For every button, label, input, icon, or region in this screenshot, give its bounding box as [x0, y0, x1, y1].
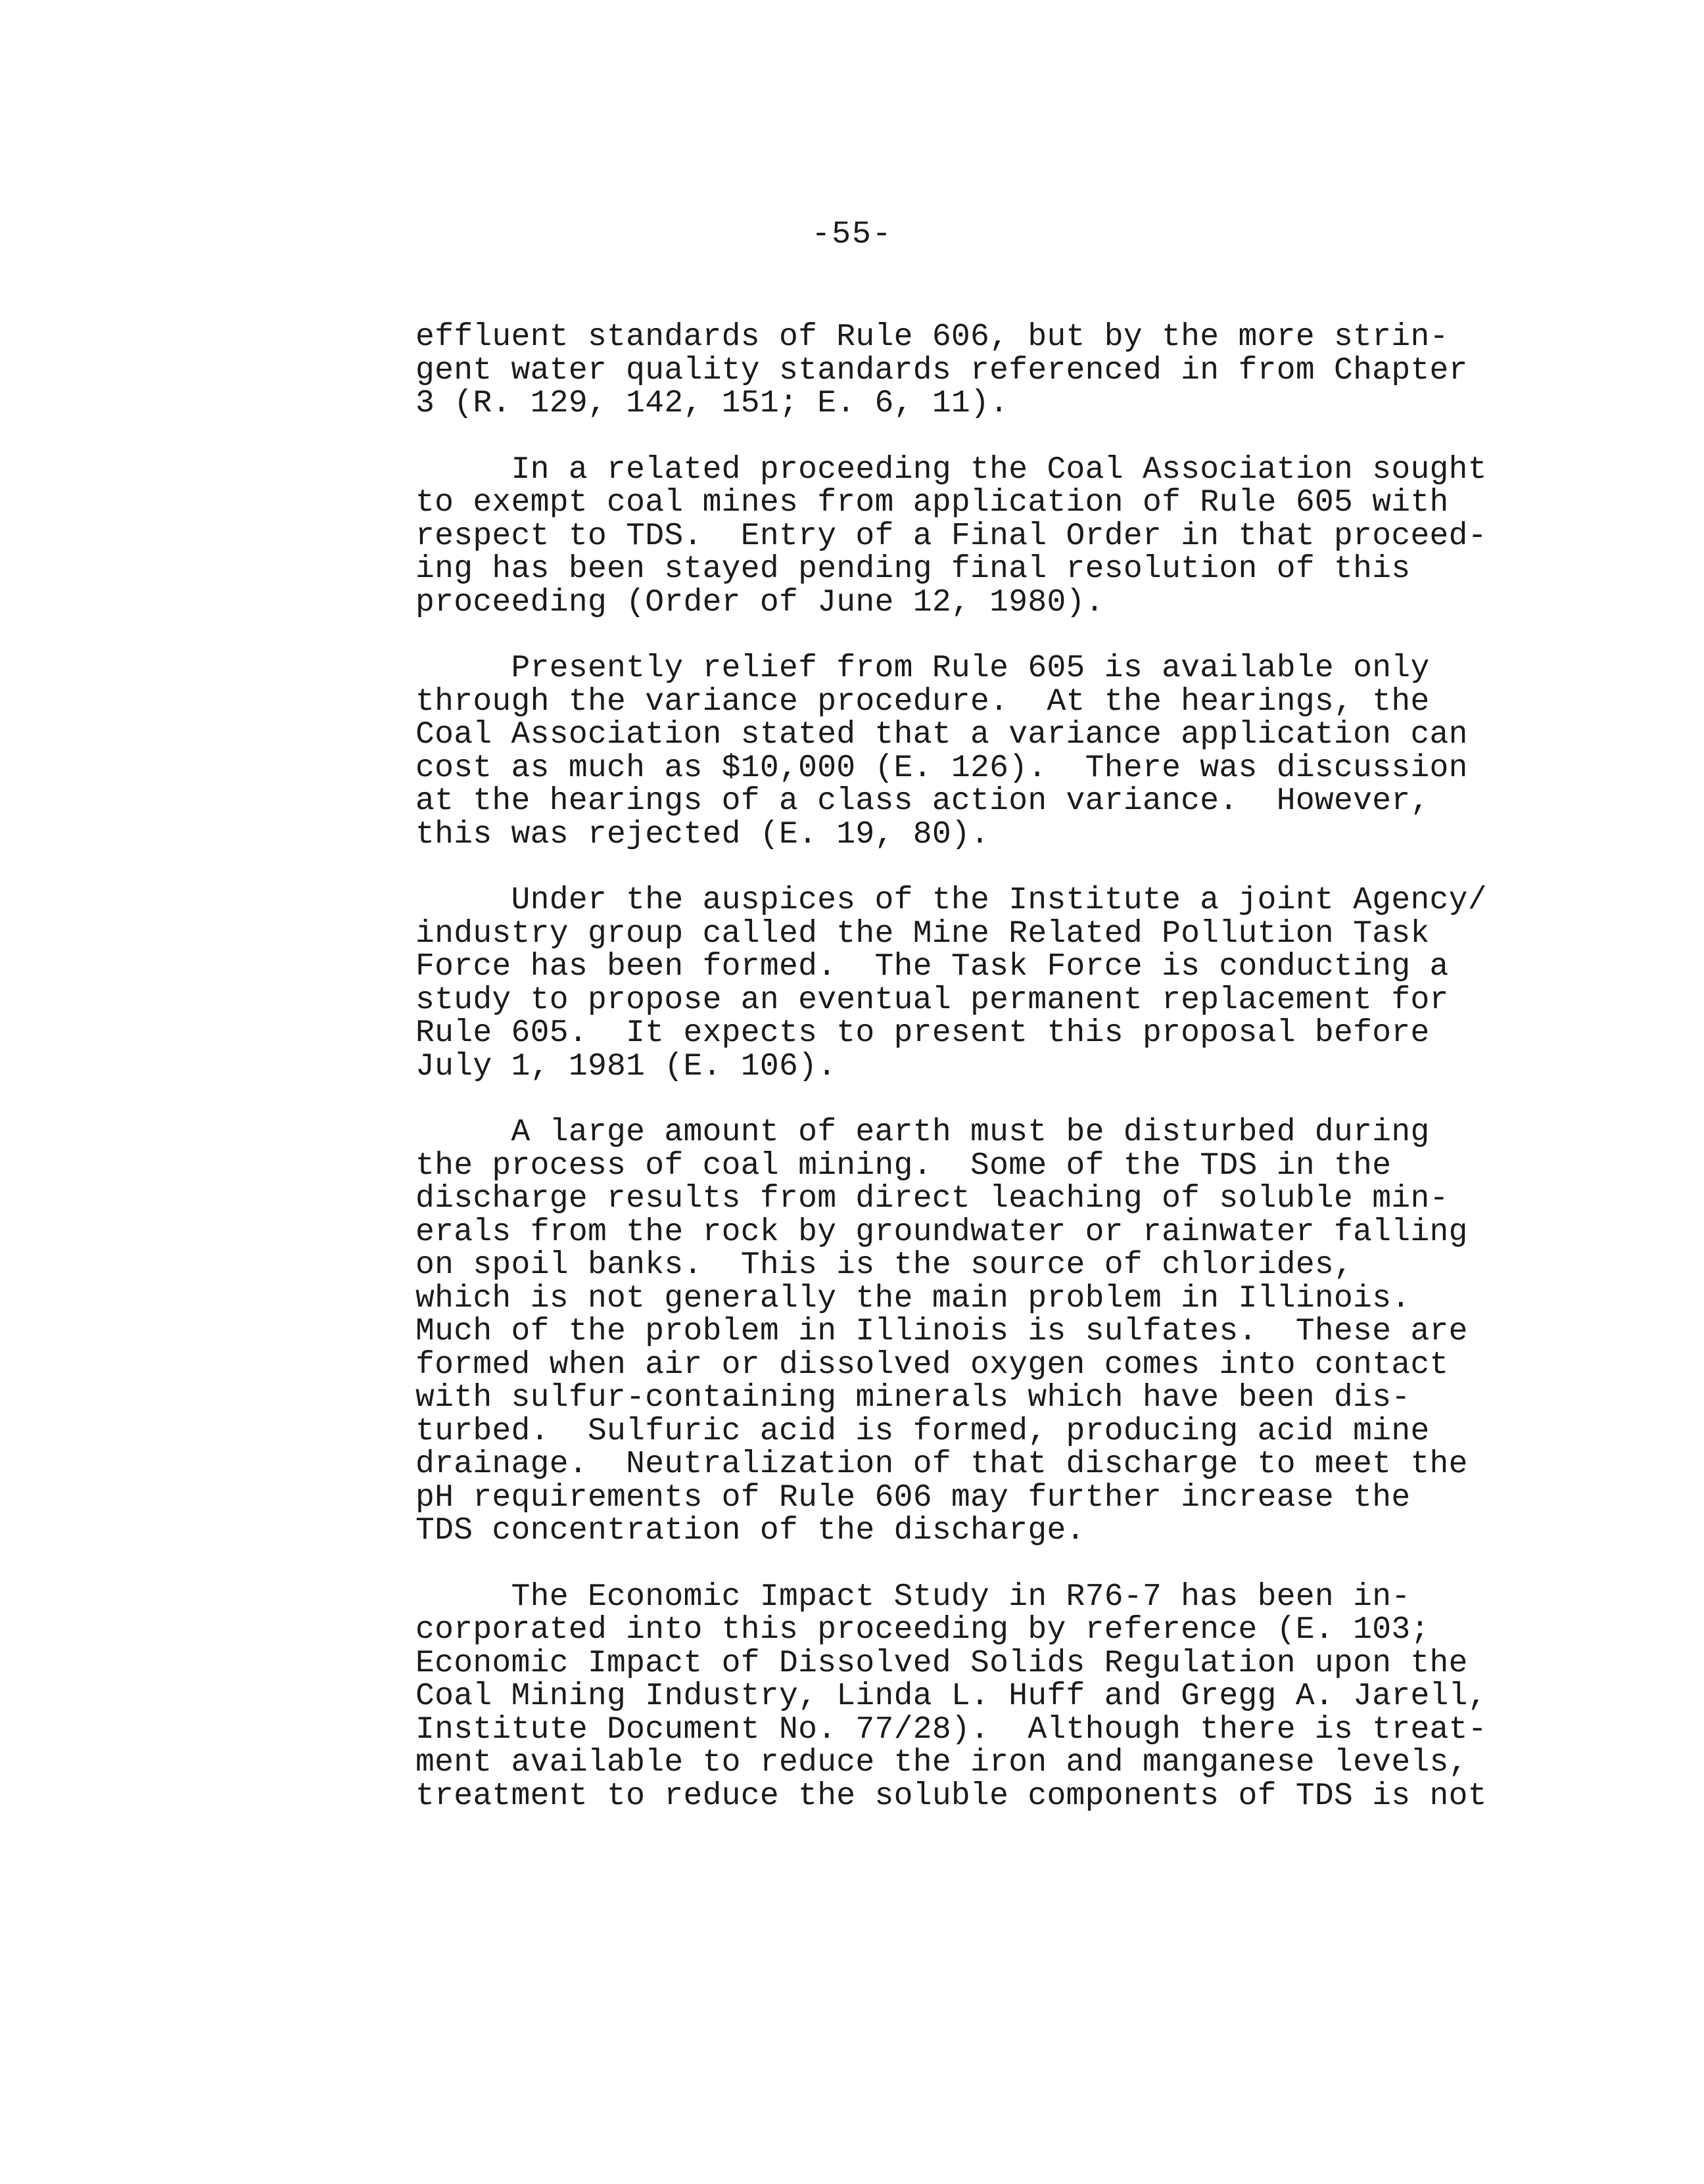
text-line: effluent standards of Rule 606, but by the more strin- [415, 319, 1449, 355]
paragraph-4 [415, 884, 1546, 1083]
text-line: In a related proceeding the Coal Association sought [415, 452, 1487, 488]
paragraph-5 [415, 1116, 1546, 1548]
text-line: cost as much as $10,000 (E. 126). There was discussion [415, 750, 1468, 786]
text-line: July 1, 1981 (E. 106). [415, 1048, 837, 1084]
text-line: discharge results from direct leaching of soluble min- [415, 1181, 1449, 1217]
text-line: Force has been formed. The Task Force is conducting a [415, 949, 1449, 985]
text-line: on spoil banks. This is the source of chlorides, [415, 1247, 1354, 1283]
text-line: Economic Impact of Dissolved Solids Regulation upon the [415, 1645, 1468, 1681]
text-line: respect to TDS. Entry of a Final Order in that proceed- [415, 518, 1487, 554]
paragraph-1 [415, 321, 1546, 421]
text-line: pH requirements of Rule 606 may further increase the [415, 1479, 1411, 1516]
text-line: this was rejected (E. 19, 80). [415, 816, 990, 852]
text-line: treatment to reduce the soluble components of TDS is not [415, 1778, 1487, 1814]
text-line: study to propose an eventual permanent replacement for [415, 982, 1449, 1018]
text-line: Coal Association stated that a variance application can [415, 717, 1468, 753]
text-line: ing has been stayed pending final resolution of this [415, 551, 1411, 587]
text-line: erals from the rock by groundwater or rainwater falling [415, 1214, 1468, 1250]
text-line: at the hearings of a class action variance. However, [415, 783, 1430, 819]
text-line: drainage. Neutralization of that discharge to meet the [415, 1447, 1468, 1482]
text-line: Rule 605. It expects to present this proposal before [415, 1015, 1430, 1051]
text-line: which is not generally the main problem in Illinois. [415, 1280, 1411, 1316]
text-line: to exempt coal mines from application of Rule 605 with [415, 485, 1449, 521]
text-line: through the variance procedure. At the hearings, the [415, 684, 1430, 720]
text-line: A large amount of earth must be disturbed during [415, 1115, 1430, 1150]
page-number: -55- [811, 217, 893, 252]
paragraph-3 [415, 652, 1546, 851]
text-line: The Economic Impact Study in R76-7 has been in- [415, 1579, 1411, 1615]
text-line: formed when air or dissolved oxygen comes into contact [415, 1347, 1449, 1383]
text-line: Institute Document No. 77/28). Although there is treat- [415, 1711, 1487, 1748]
text-line: Coal Mining Industry, Linda L. Huff and Gregg A. Jarell, [415, 1679, 1487, 1714]
text-line: industry group called the Mine Related Pollution Task [415, 916, 1430, 952]
text-line: Under the auspices of the Institute a joint Agency/ [415, 883, 1487, 918]
text-line: TDS concentration of the discharge. [415, 1513, 1085, 1548]
text-line: 3 (R. 129, 142, 151; E. 6, 11). [415, 386, 1009, 421]
text-line: the process of coal mining. Some of the TDS in the [415, 1148, 1392, 1184]
text-line: proceeding (Order of June 12, 1980). [415, 584, 1104, 620]
text-line: Presently relief from Rule 605 is available only [415, 651, 1430, 686]
paragraph-6 [415, 1581, 1546, 1813]
text-line: turbed. Sulfuric acid is formed, producing acid mine [415, 1413, 1430, 1449]
text-line: ment available to reduce the iron and manganese levels, [415, 1745, 1468, 1780]
text-line: with sulfur-containing minerals which have been dis- [415, 1380, 1411, 1416]
text-line: gent water quality standards referenced in from Chapter [415, 352, 1468, 388]
paragraph-2 [415, 453, 1546, 620]
text-line: Much of the problem in Illinois is sulfates. These are [415, 1314, 1468, 1349]
document-body [415, 321, 1546, 1846]
text-line: corporated into this proceeding by reference (E. 103; [415, 1612, 1430, 1648]
